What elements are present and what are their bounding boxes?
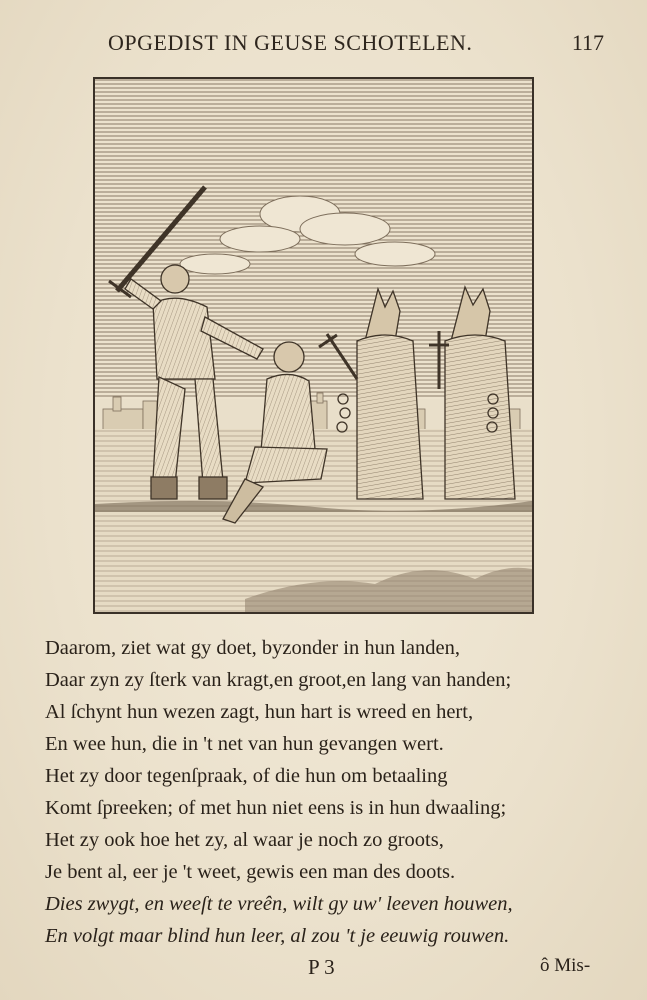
running-header xyxy=(108,30,608,60)
poem-line: Daarom, ziet wat gy doet, byzonder in hun landen, xyxy=(45,637,460,659)
engraving-illustration xyxy=(93,77,534,614)
poem-line-italic: En volgt maar blind hun leer, al zou 't je eeuwig rouwen. xyxy=(45,925,510,947)
poem-line: Al ſchynt hun wezen zagt, hun hart is wreed en hert, xyxy=(45,701,474,723)
engraving-drawing xyxy=(95,79,532,612)
catchword: ô Mis- xyxy=(540,955,591,976)
running-title: OPGEDIST IN GEUSE SCHOTELEN. xyxy=(108,30,473,55)
page-number: 117 xyxy=(571,30,604,55)
poem-line: Het zy ook hoe het zy, al waar je noch zo groots, xyxy=(45,829,444,851)
poem-line: Komt ſpreeken; of met hun niet eens is in hun dwaaling; xyxy=(45,797,507,819)
poem-line: En wee hun, die in 't net van hun gevangen wert. xyxy=(45,733,444,755)
signature-mark: P 3 xyxy=(308,955,335,979)
poem-line: Je bent al, eer je 't weet, gewis een man des doots. xyxy=(45,861,456,883)
poem-line: Daar zyn zy ſterk van kragt,en groot,en lang van handen; xyxy=(45,669,512,691)
poem-line: Het zy door tegenſpraak, of die hun om betaaling xyxy=(45,765,448,787)
poem-text xyxy=(45,632,625,952)
poem-line-italic: Dies zwygt, en weeſt te vreên, wilt gy uw' leeven houwen, xyxy=(45,893,513,915)
